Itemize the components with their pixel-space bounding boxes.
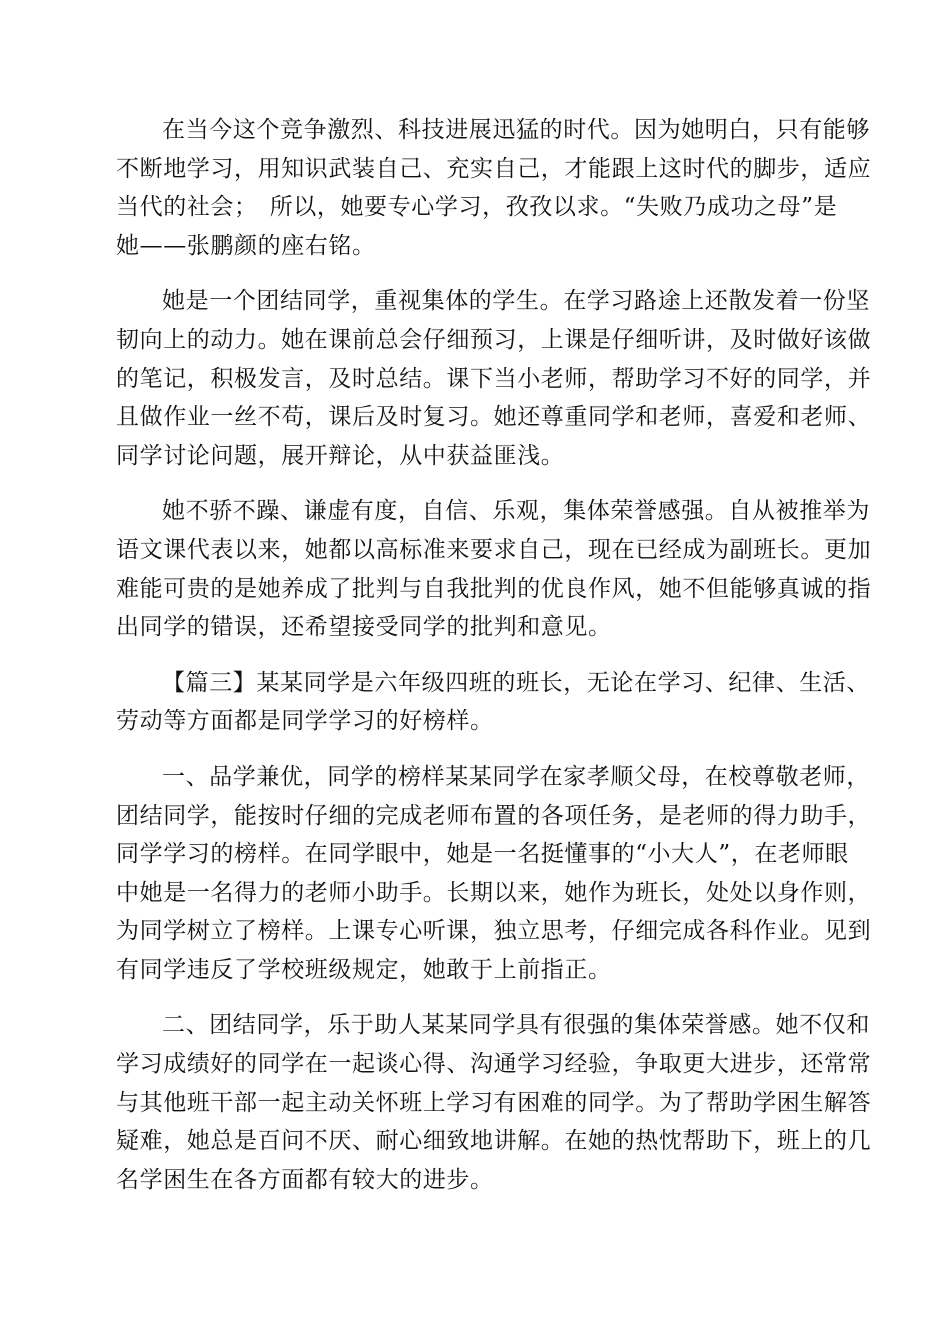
text-line: 同学讨论问题，展开辩论，从中获益匪浅。 <box>116 442 565 469</box>
text-line: 她——张鹏颜的座右铭。 <box>116 232 376 259</box>
text-line: 出同学的错误，还希望接受同学的批判和意见。 <box>116 614 612 641</box>
text-line: 疑难，她总是百问不厌、耐心细致地讲解。在她的热忱帮助下，班上的几 <box>116 1128 872 1155</box>
text-line: 与其他班干部一起主动关怀班上学习有困难的同学。为了帮助学困生解答 <box>116 1089 872 1116</box>
text-line: 当代的社会； 所以，她要专心学习，孜孜以求。“失败乃成功之母”是 <box>116 194 838 221</box>
paragraph-3 <box>116 492 872 646</box>
text-line: 的笔记，积极发言，及时总结。课下当小老师，帮助学习不好的同学，并 <box>116 365 872 392</box>
text-line: 韧向上的动力。她在课前总会仔细预习，上课是仔细听讲，及时做好该做 <box>116 326 872 353</box>
paragraph-5 <box>116 758 872 990</box>
text-line: 且做作业一丝不苟，课后及时复习。她还尊重同学和老师，喜爱和老师、 <box>116 404 872 431</box>
text-line: 团结同学，能按时仔细的完成老师布置的各项任务，是老师的得力助手， <box>116 802 872 829</box>
text-line: 学习成绩好的同学在一起谈心得、沟通学习经验，争取更大进步，还常常 <box>116 1051 872 1078</box>
text-line: 在当今这个竞争激烈、科技进展迅猛的时代。因为她明白，只有能够 <box>162 117 870 143</box>
text-line: 她是一个团结同学，重视集体的学生。在学习路途上还散发着一份坚 <box>162 288 870 315</box>
text-line: 一、品学兼优，同学的榜样某某同学在家孝顺父母，在校尊敬老师， <box>162 763 870 790</box>
text-line: 中她是一名得力的老师小助手。长期以来，她作为班长，处处以身作则， <box>116 879 872 906</box>
text-line: 同学学习的榜样。在同学眼中，她是一名挺懂事的“小大人”，在老师眼 <box>116 841 849 868</box>
text-line: 为同学树立了榜样。上课专心听课，独立思考，仔细完成各科作业。见到 <box>116 918 872 945</box>
text-line: 名学困生在各方面都有较大的进步。 <box>116 1166 494 1193</box>
text-line: 二、团结同学，乐于助人某某同学具有很强的集体荣誉感。她不仅和 <box>162 1012 870 1039</box>
text-line: 劳动等方面都是同学学习的好榜样。 <box>116 708 494 735</box>
paragraph-1 <box>116 111 872 265</box>
paragraph-2 <box>116 282 872 475</box>
text-line: 有同学违反了学校班级规定，她敢于上前指正。 <box>116 956 612 983</box>
paragraph-6 <box>116 1006 872 1199</box>
document-body <box>116 111 872 1216</box>
text-line: 语文课代表以来，她都以高标准来要求自己，现在已经成为副班长。更加 <box>116 536 872 563</box>
text-line: 【篇三】某某同学是六年级四班的班长，无论在学习、纪律、生活、 <box>162 669 870 696</box>
text-line: 她不骄不躁、谦虚有度，自信、乐观，集体荣誉感强。自从被推举为 <box>162 498 870 525</box>
text-line: 难能可贵的是她养成了批判与自我批判的优良作风，她不但能够真诚的指 <box>116 575 872 602</box>
text-line: 不断地学习，用知识武装自己、充实自己，才能跟上这时代的脚步，适应 <box>116 155 872 182</box>
paragraph-4 <box>116 664 870 741</box>
